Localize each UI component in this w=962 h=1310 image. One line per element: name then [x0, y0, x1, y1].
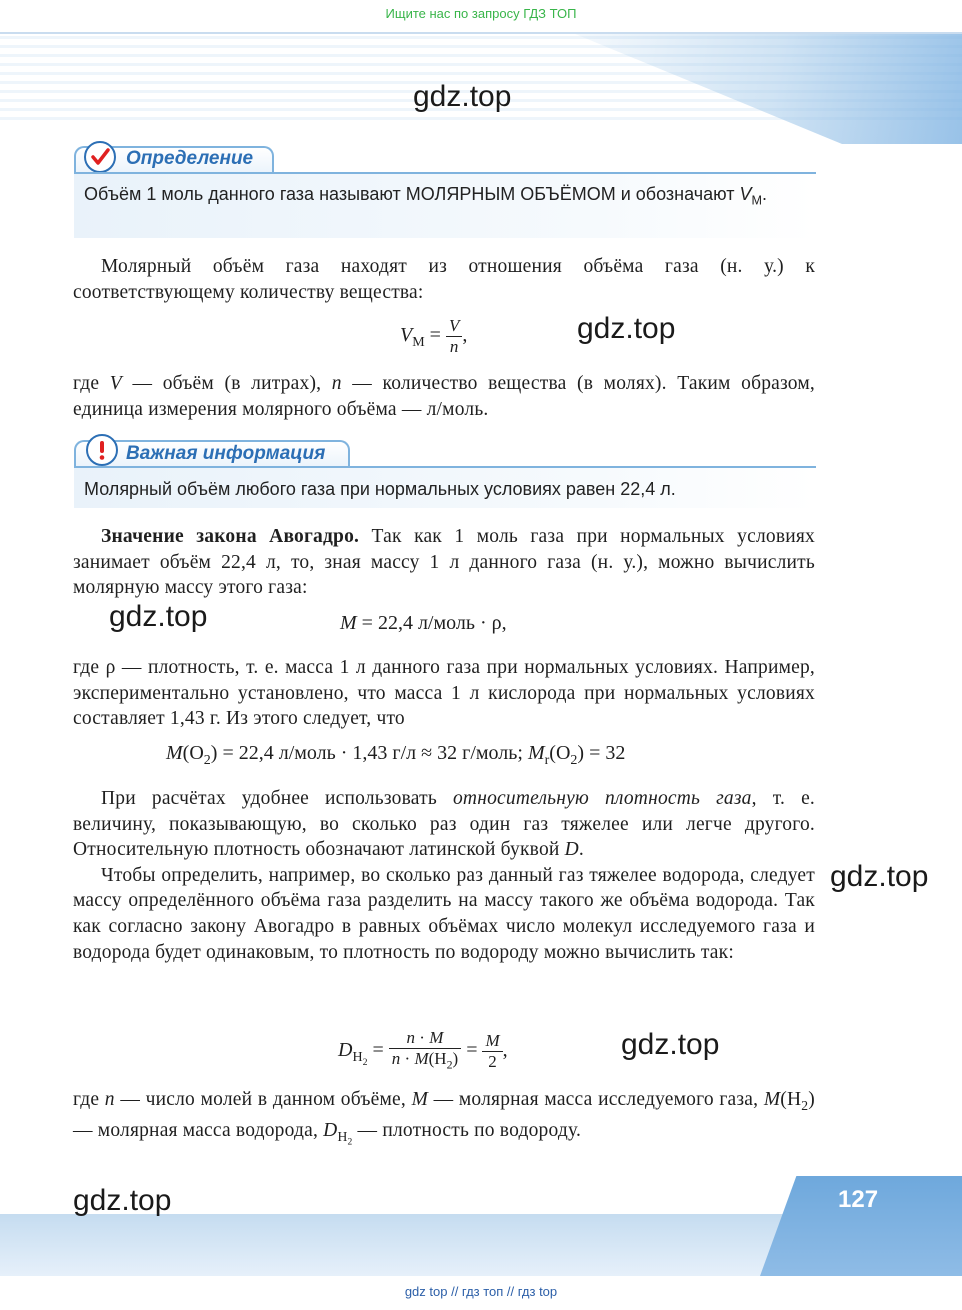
top-note[interactable]: Ищите нас по запросу ГДЗ ТОП: [385, 6, 577, 21]
formula4-fraction-2: [482, 1031, 502, 1072]
important-label: Важная информация: [126, 443, 326, 464]
formula-oxygen: $M(O_2) = 22,4$ л/моль · 1,43 г/л ≈ 32 г/моль; $M_r(O_2) = 32$: [166, 742, 626, 768]
paragraph-molar-volume: Молярный объём газа находят из отношения объёма газа (н. у.) к соответствующему количеству вещества:: [73, 256, 815, 303]
formula4-frac1-den: $n \cdot M(H_2)$: [391, 1049, 459, 1072]
formula4-frac2-den: 2: [488, 1051, 497, 1071]
definition-text: Объём 1 моль данного газа называют МОЛЯРНЫМ ОБЪЁМОМ и обозначают $V_М$.: [84, 184, 767, 208]
watermark-3: gdz.top: [109, 600, 208, 633]
paragraph-density: где ρ — плотность, т. е. масса 1 л данного газа при нормальных условиях. Например, экспериментально установлено, что масса 1 л кислорода при нормальных условиях составляет 1,43 г. Из этого следует, что: [73, 657, 815, 730]
footer-links[interactable]: gdz top // гдз топ // гдз top: [404, 1284, 558, 1299]
formula1-den: n: [449, 337, 459, 356]
formula-molar-volume: [400, 316, 467, 357]
formula4-tail: ,: [502, 1038, 508, 1061]
checkmark-icon: [84, 141, 116, 173]
paragraph-units: где V — объём (в литрах), n — количество вещества (в молях). Таким образом, единица измерения молярного объёма — л/моль.: [73, 373, 815, 420]
paragraph-relative-density: При расчётах удобнее использовать относительную плотность газа, т. е. величину, показывающую, во сколько раз один газ тяжелее или легче другого. Относительную плотность обозначают латинской буквой D. Чтобы определить, например, во сколько раз данный газ тяжелее водорода, следует массу определённого объёма газа разделить на массу такого же объёма водорода. Так как согласно закону Авогадро в равных объёмах число молекул исследуемого газа и водорода будет одинаковым, то плотность по водороду можно вычислить так:: [73, 788, 815, 963]
formula1-tail: ,: [462, 324, 468, 347]
formula-molar-mass: M = 22,4 л/моль · ρ,: [340, 612, 507, 634]
watermark-5: gdz.top: [621, 1028, 720, 1061]
formula4-frac1-num: n · M: [389, 1028, 461, 1049]
paragraph-avogadro: Значение закона Авогадро. Так как 1 моль газа при нормальных условиях занимает объём 22,4 л, то, зная массу 1 л данного газа (н. у.), можно вычислить молярную массу этого газа:: [73, 526, 815, 599]
formula4-mid: =: [466, 1038, 478, 1061]
watermark-1: gdz.top: [413, 80, 512, 113]
important-text: Молярный объём любого газа при нормальных условиях равен 22,4 л.: [84, 479, 676, 499]
exclamation-icon: [86, 434, 118, 466]
header-line: [0, 32, 962, 34]
watermark-2: gdz.top: [577, 312, 676, 345]
paragraph-definitions: где n — число молей в данном объёме, M — молярная масса исследуемого газа, $M(H_2)$ — молярная масса водорода, $D_{H_2}$ — плотность по водороду.: [73, 1089, 815, 1149]
definition-label: Определение: [126, 148, 254, 169]
formula4-fraction-1: [389, 1028, 461, 1074]
formula-hydrogen-density: [338, 1028, 508, 1074]
formula4-lhs: $D_{H_2}$ =: [338, 1038, 384, 1068]
formula4-frac2-num: M: [482, 1031, 502, 1052]
watermark-4: gdz.top: [830, 860, 929, 893]
page-number: 127: [838, 1186, 879, 1213]
watermark-6: gdz.top: [73, 1184, 172, 1217]
formula1-num: V: [448, 316, 460, 335]
formula1-fraction: [446, 316, 462, 357]
formula1-lhs: $V_М$ =: [400, 324, 441, 351]
